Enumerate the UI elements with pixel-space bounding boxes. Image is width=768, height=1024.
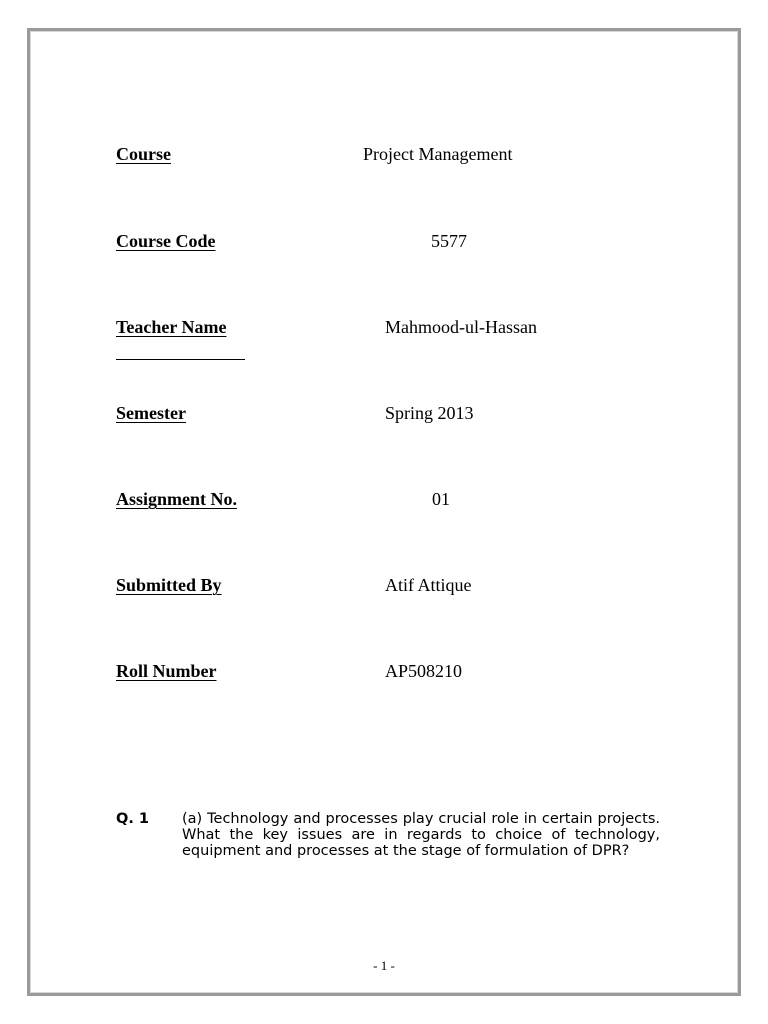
course-row bbox=[116, 144, 676, 174]
course-code-row bbox=[116, 231, 676, 261]
semester-label: Semester bbox=[116, 403, 186, 423]
page-number: - 1 - bbox=[373, 958, 395, 973]
question-text: (a) Technology and processes play crucial role in certain projects. What the key issues are in regards to choice of technology, equipment and processes at the stage of formulation of DPR? bbox=[182, 811, 660, 859]
semester-row bbox=[116, 403, 676, 433]
submitted-by-row bbox=[116, 575, 676, 605]
course-code-value: 5577 bbox=[431, 231, 467, 251]
teacher-name-row bbox=[116, 317, 676, 347]
roll-number-value: AP508210 bbox=[385, 661, 463, 681]
teacher-name-label: Teacher Name bbox=[116, 317, 227, 337]
assignment-no-row bbox=[116, 489, 676, 519]
teacher-name-value: Mahmood-ul-Hassan bbox=[385, 317, 537, 337]
submitted-by-value: Atif Attique bbox=[385, 575, 472, 595]
question-number: Q. 1 bbox=[116, 811, 149, 827]
submitted-by-label: Submitted By bbox=[116, 575, 222, 595]
roll-number-row bbox=[116, 661, 676, 691]
assignment-no-value: 01 bbox=[432, 489, 450, 509]
assignment-no-label: Assignment No. bbox=[116, 489, 238, 509]
roll-number-label: Roll Number bbox=[116, 661, 217, 681]
semester-value: Spring 2013 bbox=[385, 403, 474, 423]
underline-rule bbox=[116, 359, 245, 360]
course-code-label: Course Code bbox=[116, 231, 216, 251]
course-value: Project Management bbox=[363, 144, 513, 164]
course-label: Course bbox=[116, 144, 171, 164]
